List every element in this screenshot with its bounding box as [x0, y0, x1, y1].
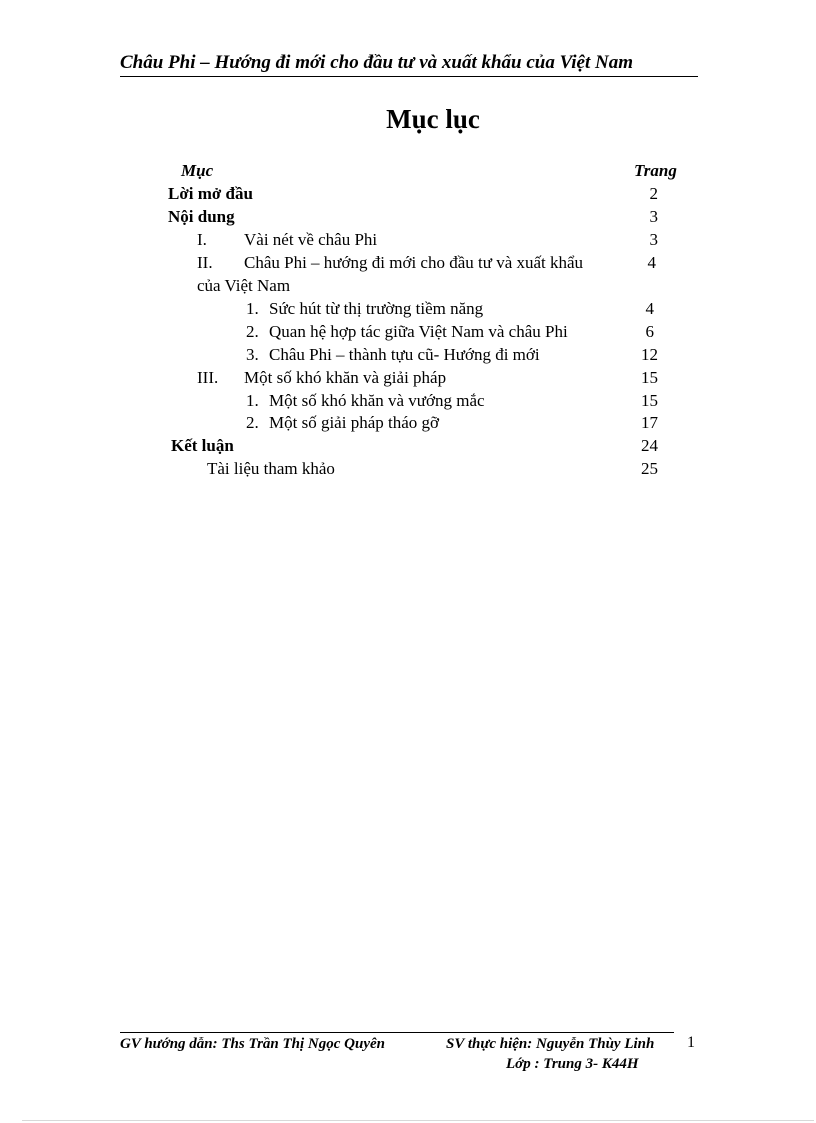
toc-entry-page: 2 — [649, 184, 658, 203]
toc-entry-number: II. — [197, 253, 213, 272]
toc-entry-label: Quan hệ hợp tác giữa Việt Nam và châu Phi — [269, 322, 568, 341]
toc-entry-label: Châu Phi – thành tựu cũ- Hướng đi mới — [269, 345, 540, 364]
toc-column-header-section: Mục — [181, 161, 214, 180]
toc-entry-page: 3 — [649, 207, 658, 226]
toc-column-header-page: Trang — [634, 161, 677, 180]
toc-entry-number: 1. — [246, 299, 259, 318]
footer-class: Lớp : Trung 3- K44H — [506, 1056, 639, 1072]
toc-entry-number: 3. — [246, 345, 259, 364]
toc-entry-page: 4 — [647, 253, 656, 272]
running-header — [120, 50, 698, 77]
toc-entry-label: Một số khó khăn và giải pháp — [244, 368, 447, 387]
toc-entry-label: Tài liệu tham khảo — [207, 459, 335, 478]
toc-entry-label: Một số khó khăn và vướng mắc — [269, 391, 485, 410]
footer-student: SV thực hiện: Nguyễn Thùy Linh — [446, 1036, 655, 1052]
page-title: Mục lục — [386, 104, 480, 134]
toc-entry-page: 17 — [641, 413, 658, 432]
toc-entry-page: 4 — [645, 299, 654, 318]
toc-entry-page: 3 — [649, 230, 658, 249]
footer-advisor: GV hướng dẫn: Ths Trần Thị Ngọc Quyên — [120, 1036, 385, 1052]
toc-entry-page: 12 — [641, 345, 658, 364]
toc-entry-page: 24 — [641, 436, 658, 455]
toc-entry-number: I. — [197, 230, 207, 249]
toc-entry-label: Sức hút từ thị trường tiềm năng — [269, 299, 484, 318]
toc-entry-page: 15 — [641, 391, 658, 410]
toc-entry-label: Lời mở đầu — [168, 184, 253, 203]
toc-entry-number: 2. — [246, 413, 259, 432]
toc-entry-number: III. — [197, 368, 219, 387]
page-edge-divider — [22, 1120, 814, 1121]
toc-entry-number: 2. — [246, 322, 259, 341]
toc-entry-number: 1. — [246, 391, 259, 410]
toc-entry-label: Nội dung — [168, 207, 235, 226]
toc-entry-page: 15 — [641, 368, 658, 387]
toc-entry-label-continued: của Việt Nam — [197, 276, 291, 295]
toc-entry-label: Một số giải pháp tháo gỡ — [269, 413, 439, 432]
toc-entry-label: Kết luận — [171, 436, 234, 455]
toc-entry-page: 25 — [641, 459, 658, 478]
header-title: Châu Phi – Hướng đi mới cho đầu tư và xuất khẩu của Việt Nam — [120, 52, 633, 73]
toc-entry-page: 6 — [645, 322, 654, 341]
toc-entry-label: Châu Phi – hướng đi mới cho đầu tư và xuất khẩu — [244, 253, 584, 272]
page-number: 1 — [687, 1034, 695, 1051]
running-footer — [120, 1032, 674, 1033]
toc-entry-label: Vài nét về châu Phi — [244, 230, 378, 249]
